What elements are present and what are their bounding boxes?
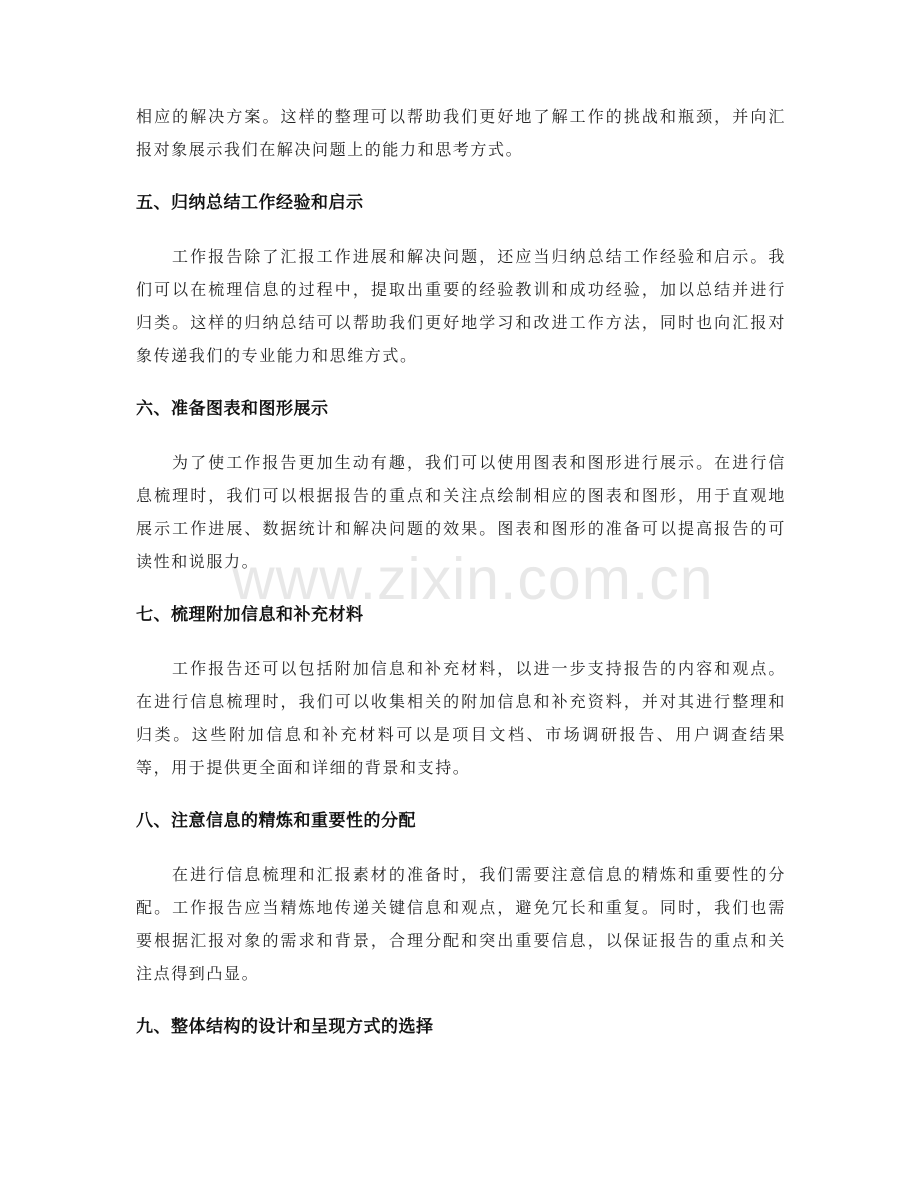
section-body-8: 在进行信息梳理和汇报素材的准备时，我们需要注意信息的精炼和重要性的分配。工作报告应当精炼地传递关键信息和观点，避免冗长和重复。同时，我们也需要根据汇报对象的需求和背景，合理分配和突出重要信息，以保证报告的重点和关注点得到凸显。 [136,865,786,983]
section-body-6: 为了使工作报告更加生动有趣，我们可以使用图表和图形进行展示。在进行信息梳理时，我们可以根据报告的重点和关注点绘制相应的图表和图形，用于直观地展示工作进展、数据统计和解决问题的效果。图表和图形的准备可以提高报告的可读性和说服力。 [136,453,786,571]
document-body [136,100,786,1040]
watermark: www.zixin.com.cn [232,546,714,612]
section-heading-9: 九、整体结构的设计和呈现方式的选择 [136,1017,434,1037]
intro-paragraph: 相应的解决方案。这样的整理可以帮助我们更好地了解工作的挑战和瓶颈，并向汇报对象展示我们在解决问题上的能力和思考方式。 [136,107,786,159]
section-heading-7: 七、梳理附加信息和补充材料 [136,605,364,625]
section-heading-8: 八、注意信息的精炼和重要性的分配 [136,811,416,831]
section-heading-5: 五、归纳总结工作经验和启示 [136,193,364,213]
section-heading-6: 六、准备图表和图形展示 [136,399,329,419]
section-body-7: 工作报告还可以包括附加信息和补充材料，以进一步支持报告的内容和观点。在进行信息梳理时，我们可以收集相关的附加信息和补充资料，并对其进行整理和归类。这些附加信息和补充材料可以是项目文档、市场调研报告、用户调查结果等，用于提供更全面和详细的背景和支持。 [136,659,786,777]
section-body-5: 工作报告除了汇报工作进展和解决问题，还应当归纳总结工作经验和启示。我们可以在梳理信息的过程中，提取出重要的经验教训和成功经验，加以总结并进行归类。这样的归纳总结可以帮助我们更好地学习和改进工作方法，同时也向汇报对象传递我们的专业能力和思维方式。 [136,247,786,365]
